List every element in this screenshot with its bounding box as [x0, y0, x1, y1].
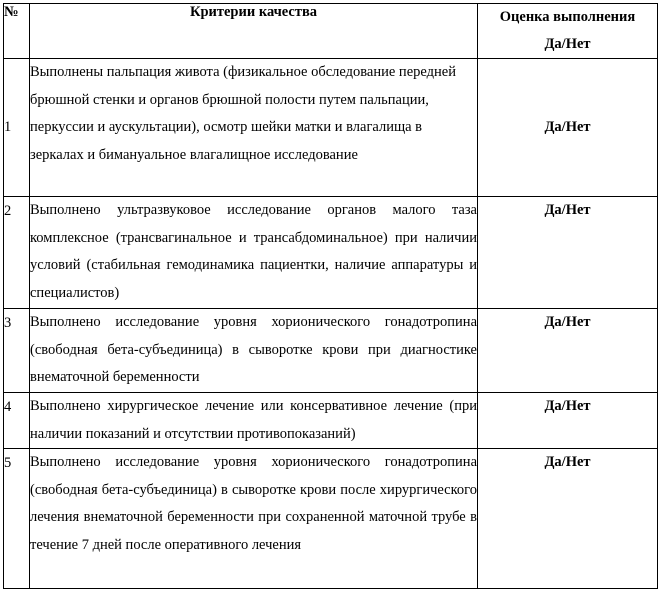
- header-evaluation: [478, 4, 658, 59]
- header-number: №: [4, 4, 30, 59]
- row-number: 3: [4, 309, 30, 393]
- evaluation-value: Да/Нет: [478, 393, 658, 449]
- evaluation-value: Да/Нет: [478, 197, 658, 309]
- criterion-text: Выполнено ультразвуковое исследование органов малого таза комплексное (трансвагинальное и трансабдоминальное) при наличии условий (стабильная гемодинамика пациентки, наличие аппаратуры и специалистов): [30, 197, 478, 309]
- table-row: [4, 393, 658, 449]
- criterion-text: Выполнено исследование уровня хорионического гонадотропина (свободная бета-субъединица) в сыворотке крови после хирургического лечения внематочной беременности при сохраненной маточной трубе в течение 7 дней после оперативного лечения: [30, 449, 478, 589]
- criterion-text: Выполнено хирургическое лечение или консервативное лечение (при наличии показаний и отсутствии противопоказаний): [30, 393, 478, 449]
- table-row: [4, 197, 658, 309]
- evaluation-value: Да/Нет: [478, 449, 658, 589]
- criterion-text: Выполнено исследование уровня хорионического гонадотропина (свободная бета-субъединица) в сыворотке крови при диагностике внематочной беременности: [30, 309, 478, 393]
- criterion-text: Выполнены пальпация живота (физикальное обследование передней брюшной стенки и органов брюшной полости путем пальпации, перкуссии и аускультации), осмотр шейки матки и влагалища в зеркалах и бимануальное влагалищное исследование: [30, 59, 478, 197]
- header-evaluation-line1: Оценка выполнения: [499, 9, 636, 25]
- table-row: [4, 59, 658, 197]
- row-number: 2: [4, 197, 30, 309]
- table-row: [4, 449, 658, 589]
- header-row: [4, 4, 658, 59]
- row-number: 1: [4, 59, 30, 197]
- table-row: [4, 309, 658, 393]
- row-number: 5: [4, 449, 30, 589]
- evaluation-value: Да/Нет: [478, 309, 658, 393]
- header-criteria: Критерии качества: [30, 4, 478, 59]
- quality-criteria-table: [3, 3, 658, 589]
- header-evaluation-line2: Да/Нет: [544, 36, 591, 52]
- evaluation-value: Да/Нет: [478, 59, 658, 197]
- row-number: 4: [4, 393, 30, 449]
